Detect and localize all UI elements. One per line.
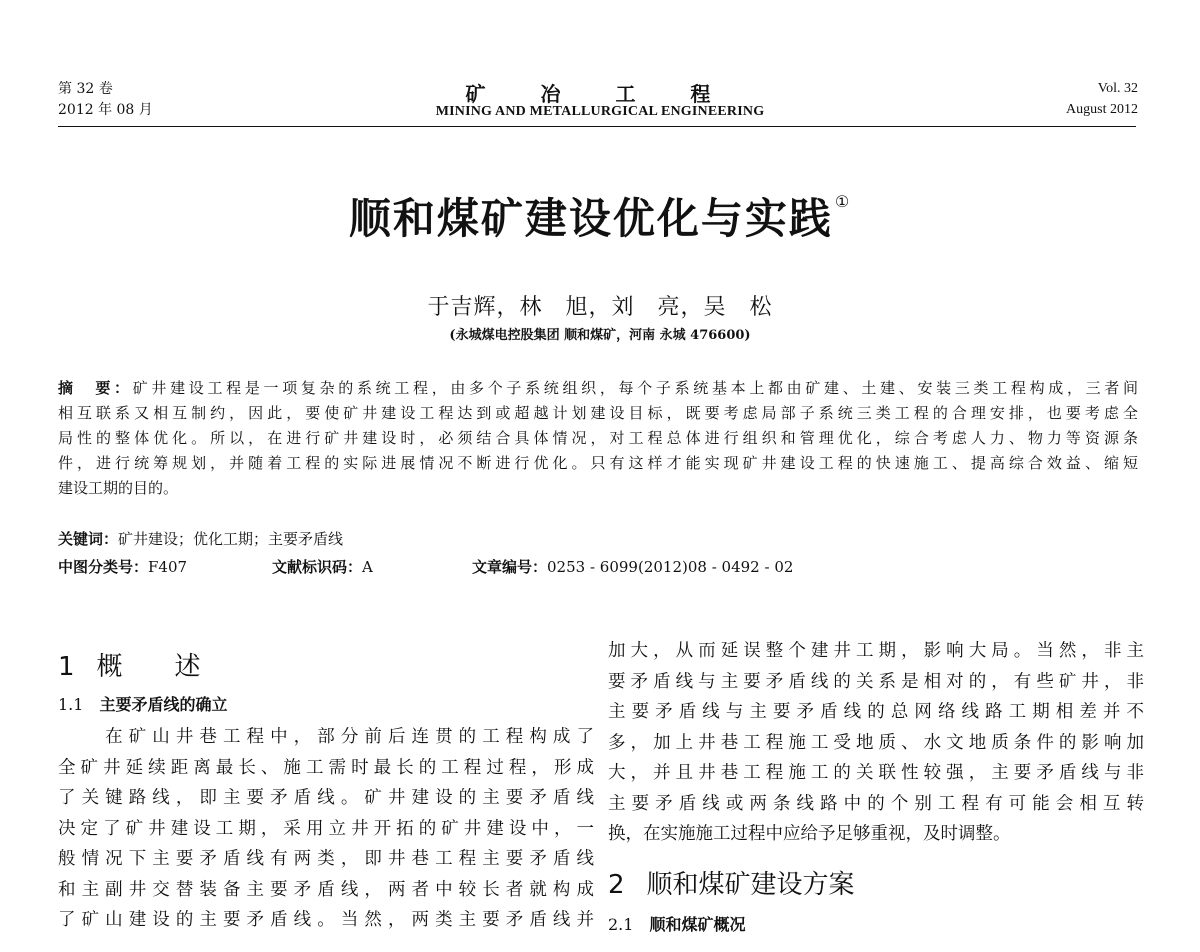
left-column	[58, 636, 594, 936]
text-line: 主要矛盾线与主要矛盾线的总网络线路工期相差并不	[608, 702, 1144, 722]
journal-title-cn: 矿 冶 工 程	[465, 82, 735, 106]
text-line: 在矿山井巷工程中，部分前后连贯的工程构成了	[58, 727, 594, 747]
classification-clc	[58, 556, 187, 577]
text-line: 和主副井交替装备主要矛盾线，两者中较长者就构成	[58, 879, 594, 900]
keywords	[58, 528, 343, 549]
text-line: 要矛盾线与主要矛盾线的关系是相对的，有些矿井，非	[608, 671, 1144, 692]
subsection-title: 主要矛盾线的确立	[99, 695, 228, 714]
right-paragraph	[608, 636, 1144, 850]
subsection-number: 2.1	[608, 914, 634, 934]
header-volume-en: Vol. 32	[1097, 81, 1138, 96]
right-column	[608, 636, 1144, 936]
classification-doc	[272, 556, 373, 577]
subsection-heading-2-1	[608, 914, 1144, 936]
subsection-heading-1-1	[58, 694, 594, 716]
abstract	[58, 376, 1138, 501]
article-affiliation: (永城煤电控股集团 顺和煤矿，河南 永城 476600)	[449, 328, 751, 343]
text-line: 换，在实施施工过程中应给予足够重视，及时调整。	[608, 824, 1011, 844]
subsection-title: 顺和煤矿概况	[649, 914, 746, 934]
header-date-cn: 2012 年 08 月	[58, 102, 153, 118]
article-title-text: 顺和煤矿建设优化与实践	[348, 194, 833, 243]
header-rule	[58, 126, 1136, 127]
title-footnote-mark: ①	[834, 192, 852, 211]
subsection-number: 1.1	[58, 695, 84, 714]
classification-article	[472, 556, 793, 577]
article-no-label: 文章编号：	[472, 558, 548, 576]
article-no-value: 0253 - 6099(2012)08 - 0492 - 02	[547, 558, 794, 576]
abstract-line: 局性的整体优化。所以，在进行矿井建设时，必须结合具体情况，对工程总体进行组织和管理优化，综合考虑人力、物力等资源条	[58, 429, 1138, 447]
article-title	[0, 186, 1200, 246]
keywords-label: 关键词：	[58, 530, 119, 548]
text-line: 大，并且井巷工程施工的关联性较强，主要矛盾线与非	[608, 763, 1144, 783]
header-date-en: August 2012	[1066, 102, 1138, 117]
text-line: 了关键路线，即主要矛盾线。矿井建设的主要矛盾线	[58, 788, 594, 808]
left-paragraph	[58, 722, 594, 936]
article-authors: 于吉辉，林 旭，刘 亮，吴 松	[427, 295, 773, 320]
doc-code-value: A	[362, 558, 373, 576]
abstract-line: 件，进行统筹规划，并随着工程的实际进展情况不断进行优化。只有这样才能实现矿井建设工程的快速施工、提高综合效益、缩短	[58, 454, 1138, 472]
abstract-line: 建设工期的目的。	[58, 479, 179, 497]
text-line: 般情况下主要矛盾线有两类，即井巷工程主要矛盾线	[58, 849, 594, 869]
section-number: 2	[608, 869, 625, 900]
section-heading-2	[608, 868, 1144, 902]
text-line: 了矿山建设的主要矛盾线。当然，两类主要矛盾线并	[58, 910, 594, 930]
section-number: 1	[58, 652, 75, 682]
keywords-value: 矿井建设；优化工期；主要矛盾线	[118, 530, 344, 548]
clc-value: F407	[148, 558, 188, 576]
text-line: 主要矛盾线或两条线路中的个别工程有可能会相互转	[608, 793, 1144, 814]
section-title: 顺和煤矿建设方案	[646, 869, 855, 900]
section-heading-1	[58, 650, 594, 684]
header-volume-cn: 第 32 卷	[58, 81, 113, 97]
abstract-label: 摘 要：	[58, 379, 133, 397]
doc-code-label: 文献标识码：	[272, 558, 363, 576]
abstract-line: 摘 要：矿井建设工程是一项复杂的系统工程，由多个子系统组织，每个子系统基本上都由矿建、土建、安装三类工程构成，三者间	[58, 379, 1138, 397]
journal-title-en: MINING AND METALLURGICAL ENGINEERING	[435, 104, 765, 119]
abstract-line: 相互联系又相互制约，因此，要使矿井建设工程达到或超越计划建设目标，既要考虑局部子系统三类工程的合理安排，也要考虑全	[58, 404, 1138, 422]
text-line: 加大，从而延误整个建井工期，影响大局。当然，非主	[608, 641, 1144, 661]
clc-label: 中图分类号：	[58, 558, 149, 576]
text-line: 多，加上井巷工程施工受地质、水文地质条件的影响加	[608, 732, 1144, 753]
text-line: 全矿井延续距离最长、施工需时最长的工程过程，形成	[58, 757, 594, 778]
text-line: 决定了矿井建设工期，采用立井开拓的矿井建设中，一	[58, 818, 594, 839]
section-title: 概 述	[96, 652, 201, 682]
